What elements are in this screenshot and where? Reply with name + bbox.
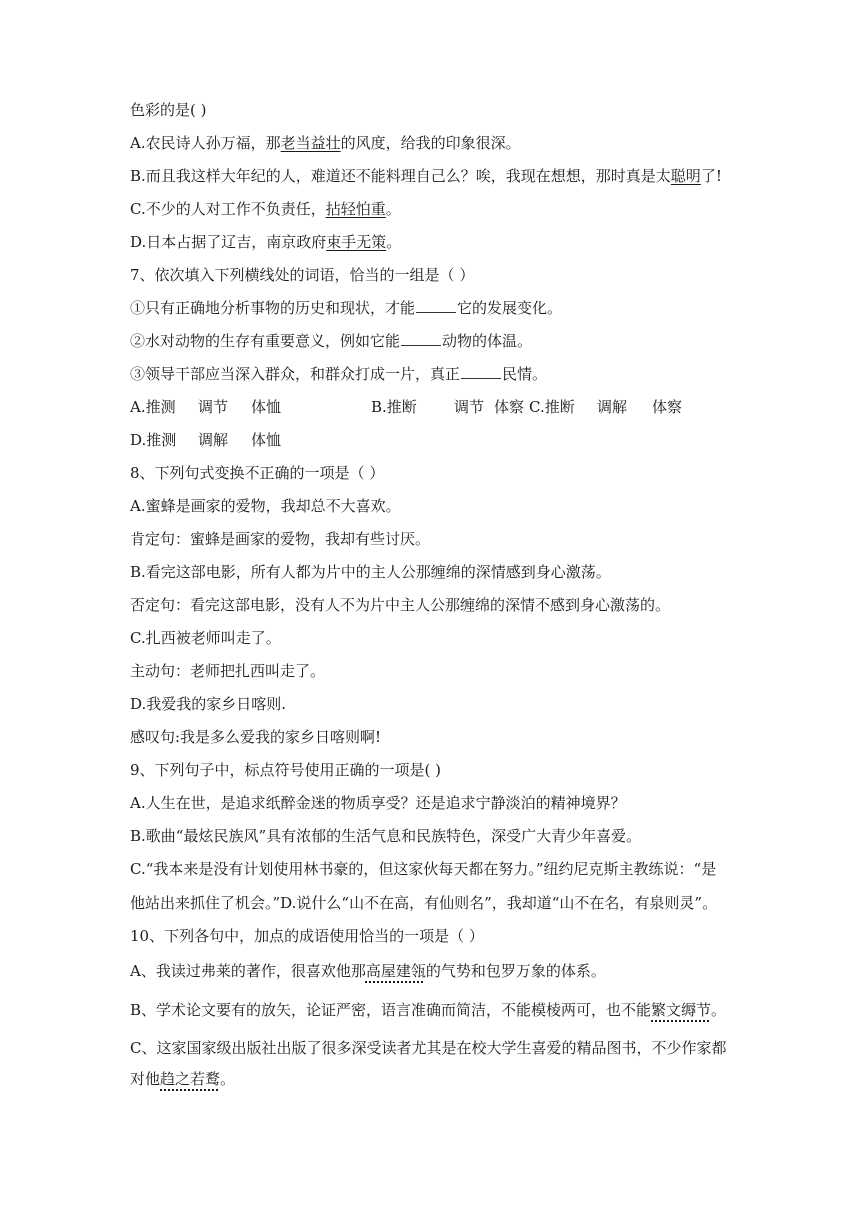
q6-option-c (130, 199, 401, 219)
q7-option-d (130, 430, 281, 450)
q6-option-a (130, 133, 521, 153)
q8-line: 肯定句：蜜蜂是画家的爱物，我却有些讨厌。 (130, 530, 431, 548)
q7-s3-post: 民情。 (502, 365, 548, 383)
q7-a-label: A.推测 (130, 398, 176, 416)
q6-a-term: 老当益壮 (280, 134, 341, 152)
q10-option-a (130, 961, 606, 981)
q7-options-abc (130, 397, 682, 417)
q9-stem: 9、下列句子中，标点符号使用正确的一项是( ) (130, 761, 442, 779)
q10-c-term: 趋之若鹜 (160, 1070, 221, 1088)
q7-s2-post: 动物的体温。 (442, 332, 533, 350)
q6-d-pre: D.日本占据了辽吉，南京政府 (130, 233, 327, 251)
q7-c-word2: 调解 (597, 398, 628, 416)
q10-a-term: 高屋建瓴 (365, 962, 426, 980)
q9-option-c-line1: C.“我本来是没有计划使用林书豪的，但这家伙每天都在努力。”纽约尼克斯主教练说：“是 (130, 860, 717, 878)
q6-option-b (130, 166, 722, 186)
q7-s2-pre: ②水对动物的生存有重要意义，例如它能 (130, 332, 401, 350)
q10-b-pre: B、学术论文要有的放矢，论证严密，语言准确而简洁，不能模棱两可，也不能 (130, 1001, 652, 1019)
q8-line: D.我爱我的家乡日喀则. (130, 695, 287, 713)
q6-a-post: 的风度，给我的印象很深。 (340, 134, 521, 152)
q8-line: A.蜜蜂是画家的爱物，我却总不大喜欢。 (130, 497, 401, 515)
q6-stem-tail: 色彩的是( ) (130, 101, 207, 119)
q6-d-term: 束手无策 (326, 233, 387, 251)
q7-sentence-1 (130, 298, 562, 318)
q7-s3-pre: ③领导干部应当深入群众，和群众打成一片，真正 (130, 365, 461, 383)
q10-a-pre: A、我读过弗莱的著作，很喜欢他那 (130, 962, 366, 980)
q7-s3-blank (461, 364, 501, 379)
q10-option-c-line2 (130, 1069, 235, 1089)
q7-s1-pre: ①只有正确地分析事物的历史和现状，才能 (130, 299, 416, 317)
q8-line: B.看完这部电影，所有人都为片中的主人公那缠绵的深情感到身心激荡。 (130, 563, 611, 581)
q7-s2-blank (401, 331, 441, 346)
q10-c-pre: 对他 (130, 1070, 161, 1088)
q6-d-post: 。 (386, 233, 402, 251)
q7-sentence-2 (130, 331, 532, 351)
q7-b-label: B.推断 (371, 398, 417, 416)
q7-s1-blank (416, 298, 456, 313)
q8-stem: 8、下列句式变换不正确的一项是（ ） (130, 464, 385, 482)
q6-option-d (130, 232, 401, 252)
q7-b-word2: 调节 (454, 398, 485, 416)
q6-a-pre: A.农民诗人孙万福，那 (130, 134, 281, 152)
q6-b-pre: B.而且我这样大年纪的人，难道还不能料理自己么？唉，我现在想想，那时真是太 (130, 167, 671, 185)
q7-stem: 7、依次填入下列横线处的词语，恰当的一组是（ ） (130, 266, 475, 284)
q6-b-term: 聪明 (670, 167, 701, 185)
q7-d-word2: 调解 (198, 431, 229, 449)
q7-c-label: C.推断 (529, 398, 575, 416)
q7-a-word3: 体恤 (251, 398, 282, 416)
q9-option-c-line2: 他站出来抓住了机会。”D.说什么“山不在高，有仙则名”，我却道“山不在名，有泉则灵”。 (130, 894, 718, 912)
q8-line: 主动句：老师把扎西叫走了。 (130, 662, 326, 680)
q8-line: 否定句：看完这部电影，没有人不为片中主人公那缠绵的深情不感到身心激荡的。 (130, 596, 671, 614)
q7-a-word2: 调节 (198, 398, 229, 416)
q8-line: C.扎西被老师叫走了。 (130, 629, 281, 647)
q6-c-pre: C.不少的人对工作不负责任， (130, 200, 326, 218)
q7-b-word3: 体察 (494, 398, 525, 416)
q7-d-label: D.推测 (130, 431, 177, 449)
q7-d-word3: 体恤 (251, 431, 282, 449)
q10-b-post: 。 (711, 1001, 727, 1019)
q7-s1-post: 它的发展变化。 (457, 299, 563, 317)
q7-c-word3: 体察 (652, 398, 683, 416)
q10-option-b (130, 1000, 726, 1020)
q10-option-c-line1: C、这家国家级出版社出版了很多深受读者尤其是在校大学生喜爱的精品图书，不少作家都 (130, 1039, 727, 1057)
q10-c-post: 。 (220, 1070, 236, 1088)
q10-b-term: 繁文缛节 (651, 1001, 712, 1019)
q8-line: 感叹句:我是多么爱我的家乡日喀则啊! (130, 728, 382, 746)
q6-b-post: 了! (700, 167, 722, 185)
q9-option-b: B.歌曲“最炫民族风”具有浓郁的生活气息和民族特色，深受广大青少年喜爱。 (130, 827, 642, 845)
q7-sentence-3 (130, 364, 547, 384)
q6-c-term: 拈轻怕重 (325, 200, 386, 218)
q10-a-post: 的气势和包罗万象的体系。 (425, 962, 606, 980)
q6-c-post: 。 (385, 200, 401, 218)
q10-stem: 10、下列各句中，加点的成语使用恰当的一项是（ ） (130, 927, 484, 945)
q9-option-a: A.人生在世，是追求纸醉金迷的物质享受？还是追求宁静淡泊的精神境界？ (130, 794, 626, 812)
